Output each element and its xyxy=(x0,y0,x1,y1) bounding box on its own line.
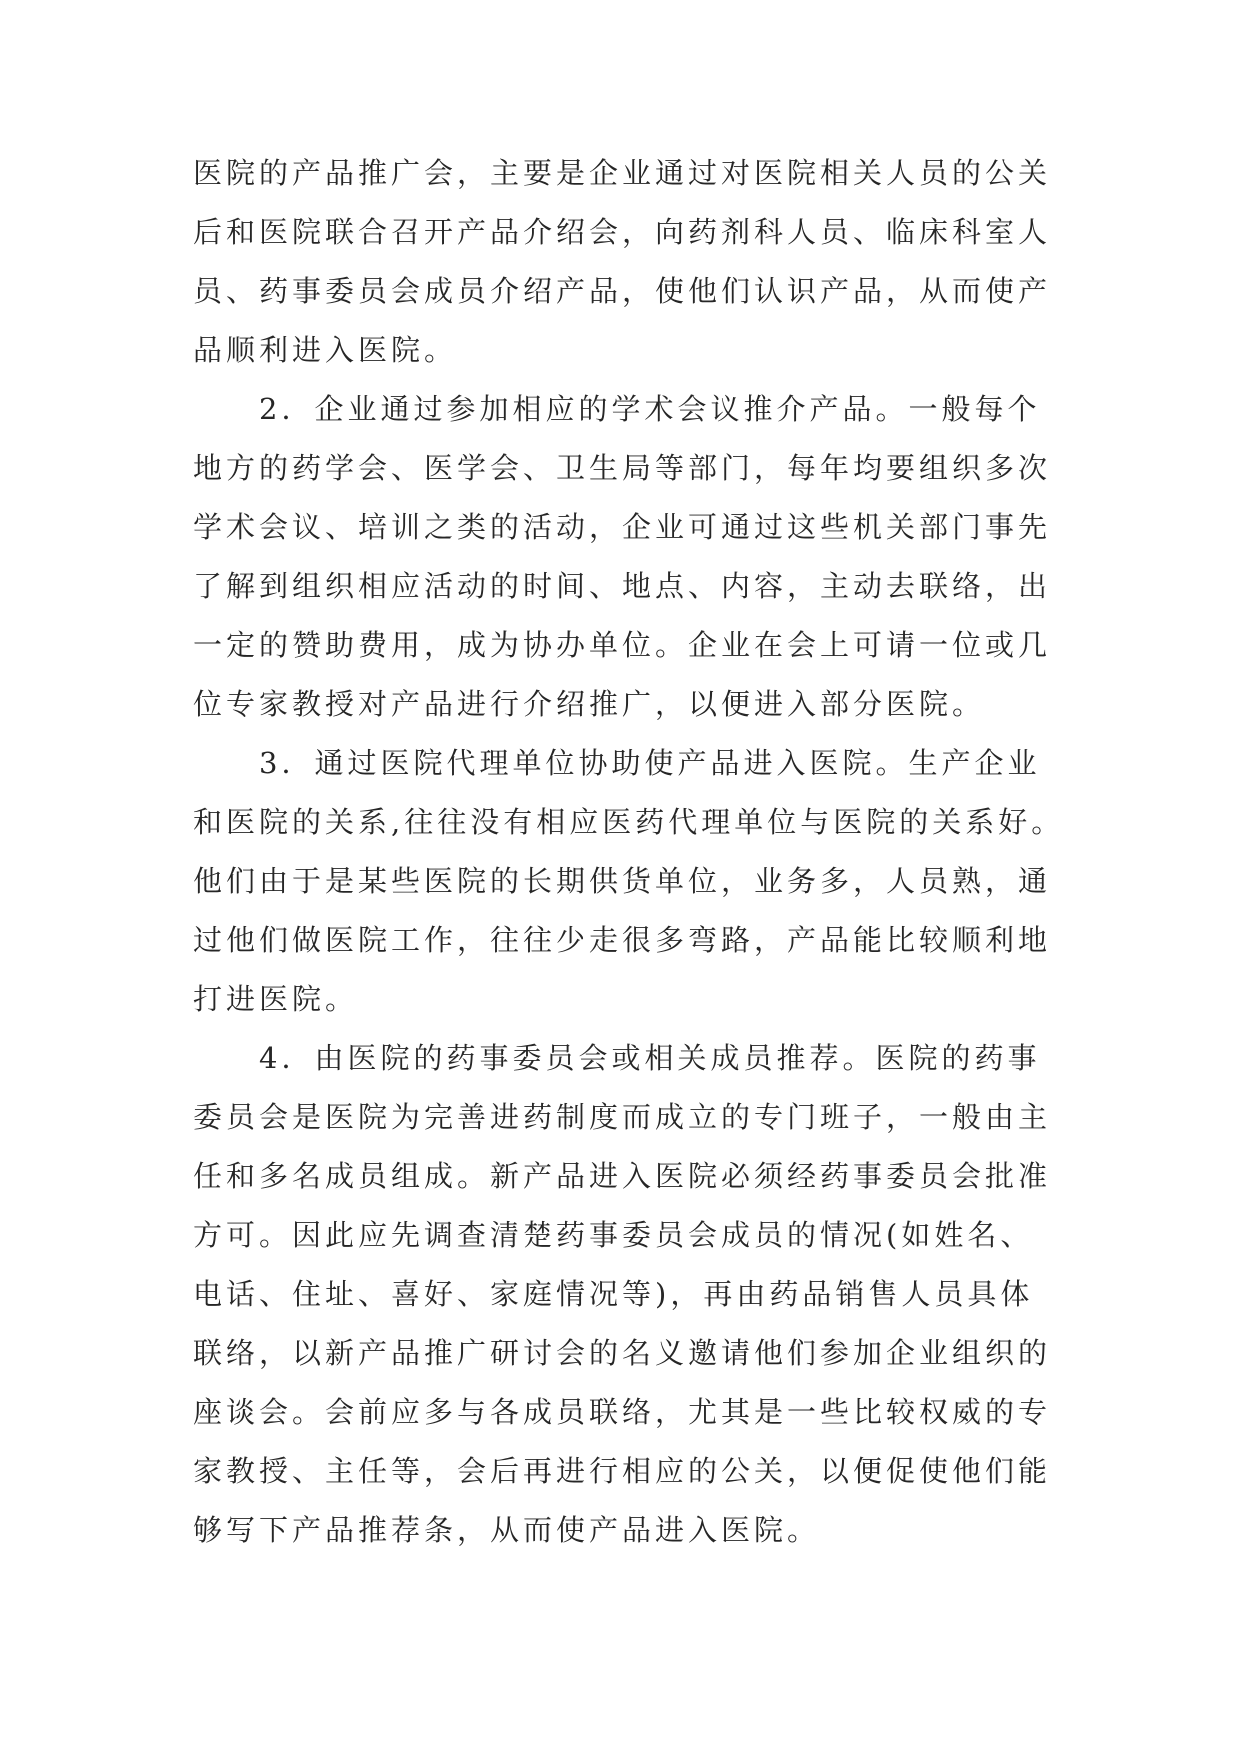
text-line-13: 他们由于是某些医院的长期供货单位，业务多，人员熟，通 xyxy=(193,864,1052,898)
document-body xyxy=(193,156,1073,1575)
text-line-18: 任和多名成员组成。新产品进入医院必须经药事委员会批准 xyxy=(193,1159,1052,1193)
text-line-17: 委员会是医院为完善进药制度而成立的专门班子，一般由主 xyxy=(193,1100,1052,1134)
text-line-2: 后和医院联合召开产品介绍会，向药剂科人员、临床科室人 xyxy=(193,215,1052,249)
text-line-19: 方可。因此应先调查清楚药事委员会成员的情况(如姓名、 xyxy=(193,1218,1034,1252)
paragraph-3-first-line: 3．通过医院代理单位协助使产品进入医院。生产企业 xyxy=(259,746,1041,780)
text-line-20: 电话、住址、喜好、家庭情况等)，再由药品销售人员具体 xyxy=(193,1277,1034,1311)
text-line-7: 学术会议、培训之类的活动，企业可通过这些机关部门事先 xyxy=(193,510,1052,544)
text-line-1: 医院的产品推广会，主要是企业通过对医院相关人员的公关 xyxy=(193,156,1052,190)
text-line-24: 够写下产品推荐条，从而使产品进入医院。 xyxy=(193,1513,821,1547)
text-line-3: 员、药事委员会成员介绍产品，使他们认识产品，从而使产 xyxy=(193,274,1052,308)
text-line-6: 地方的药学会、医学会、卫生局等部门，每年均要组织多次 xyxy=(193,451,1052,485)
text-line-10: 位专家教授对产品进行介绍推广，以便进入部分医院。 xyxy=(193,687,986,721)
text-line-4: 品顺利进入医院。 xyxy=(193,333,458,367)
text-line-12: 和医院的关系,往往没有相应医药代理单位与医院的关系好。 xyxy=(193,805,1065,839)
paragraph-2-first-line: 2．企业通过参加相应的学术会议推介产品。一般每个 xyxy=(259,392,1041,426)
text-line-9: 一定的赞助费用，成为协办单位。企业在会上可请一位或几 xyxy=(193,628,1052,662)
text-line-15: 打进医院。 xyxy=(193,982,359,1016)
paragraph-4-first-line: 4．由医院的药事委员会或相关成员推荐。医院的药事 xyxy=(259,1041,1041,1075)
text-line-23: 家教授、主任等，会后再进行相应的公关，以便促使他们能 xyxy=(193,1454,1052,1488)
text-line-22: 座谈会。会前应多与各成员联络，尤其是一些比较权威的专 xyxy=(193,1395,1052,1429)
text-line-8: 了解到组织相应活动的时间、地点、内容，主动去联络，出 xyxy=(193,569,1052,603)
text-line-14: 过他们做医院工作，往往少走很多弯路，产品能比较顺利地 xyxy=(193,923,1052,957)
text-line-21: 联络，以新产品推广研讨会的名义邀请他们参加企业组织的 xyxy=(193,1336,1052,1370)
